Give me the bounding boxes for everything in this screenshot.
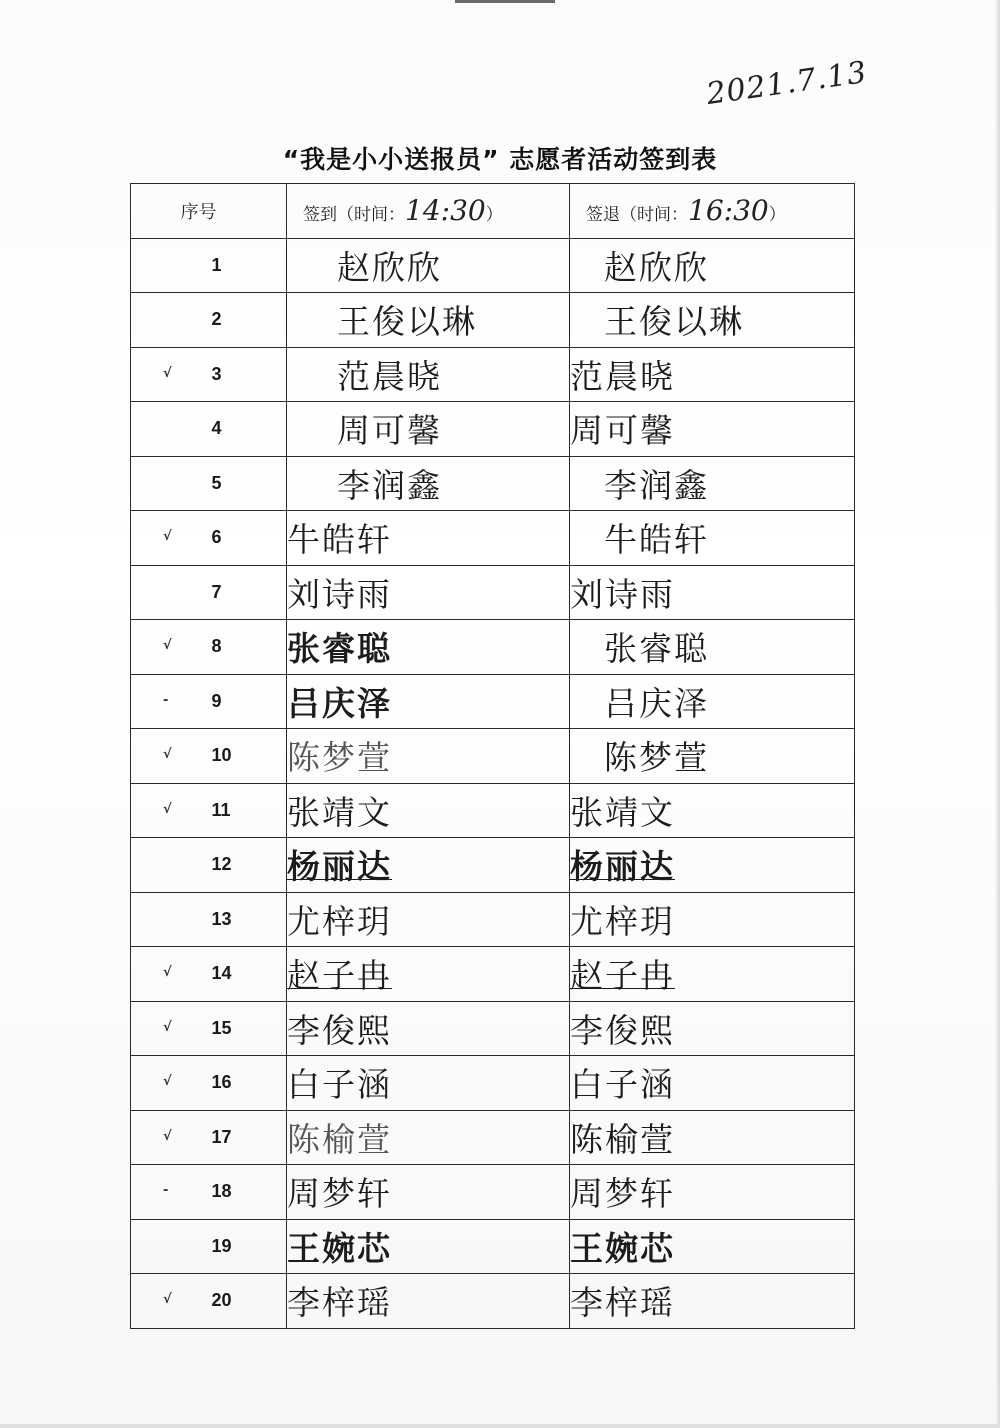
row-number-cell xyxy=(131,838,287,893)
check-mark: √ xyxy=(163,1292,172,1307)
row-number-cell xyxy=(131,347,287,402)
sign-in-signature: 吕庆泽 xyxy=(287,674,570,729)
table-row xyxy=(131,1219,855,1274)
table-row xyxy=(131,1274,855,1329)
sign-in-signature: 白子涵 xyxy=(287,1056,570,1111)
row-number-cell xyxy=(131,947,287,1002)
sign-out-signature: 赵欣欣 xyxy=(570,238,855,293)
row-number: 14 xyxy=(211,963,232,984)
table-row xyxy=(131,347,855,402)
check-mark: - xyxy=(163,1183,169,1198)
header-sign-out-close: ） xyxy=(768,205,786,226)
row-number: 17 xyxy=(211,1126,232,1147)
sign-out-signature: 张靖文 xyxy=(570,783,855,838)
row-number-cell xyxy=(131,674,287,729)
row-number: 4 xyxy=(211,418,222,439)
row-number: 5 xyxy=(211,472,222,493)
sign-in-signature: 尤梓玥 xyxy=(287,892,570,947)
row-number-cell xyxy=(131,238,287,293)
sign-out-signature: 牛皓轩 xyxy=(570,511,855,566)
table-row xyxy=(131,1056,855,1111)
row-number: 2 xyxy=(211,309,222,330)
check-mark: √ xyxy=(163,365,172,381)
sign-in-signature: 张靖文 xyxy=(287,783,570,838)
header-sign-out xyxy=(570,184,855,239)
sign-out-signature: 陈榆萱 xyxy=(570,1110,855,1165)
sign-out-signature: 张睿聪 xyxy=(570,620,855,675)
header-no: 序号 xyxy=(131,184,287,239)
table-row xyxy=(131,838,855,893)
sign-in-signature: 李俊熙 xyxy=(287,1001,570,1056)
sign-out-signature: 周梦轩 xyxy=(570,1165,855,1220)
sign-out-signature: 刘诗雨 xyxy=(570,565,855,620)
sign-out-signature: 赵子冉 xyxy=(570,947,855,1002)
table-row xyxy=(131,1165,855,1220)
table-row xyxy=(131,729,855,784)
row-number: 10 xyxy=(211,745,232,766)
row-number-cell xyxy=(131,565,287,620)
row-number-cell xyxy=(131,293,287,348)
sign-out-signature: 杨丽达 xyxy=(570,838,855,893)
sign-out-signature: 李俊熙 xyxy=(570,1001,855,1056)
check-mark: √ xyxy=(163,1019,172,1035)
sign-in-signature: 周可馨 xyxy=(287,402,570,457)
sign-out-signature: 李梓瑶 xyxy=(570,1274,855,1329)
header-sign-in-close: ） xyxy=(485,205,503,226)
scan-mark xyxy=(455,0,555,3)
table-row xyxy=(131,620,855,675)
table-row xyxy=(131,456,855,511)
table-row xyxy=(131,238,855,293)
header-sign-in-label: 签到（时间： xyxy=(303,205,405,226)
table-header-row xyxy=(131,184,855,239)
check-mark: √ xyxy=(163,1128,172,1144)
sign-out-signature: 范晨晓 xyxy=(570,347,855,402)
row-number-cell xyxy=(131,1001,287,1056)
table-row xyxy=(131,1110,855,1165)
sign-in-signature: 王俊以琳 xyxy=(287,293,570,348)
table-row xyxy=(131,947,855,1002)
header-sign-in xyxy=(287,184,570,239)
sign-in-signature: 刘诗雨 xyxy=(287,565,570,620)
table-row xyxy=(131,674,855,729)
sign-in-signature: 牛皓轩 xyxy=(287,511,570,566)
page-edge-bottom xyxy=(0,1424,1000,1428)
check-mark: √ xyxy=(163,1074,172,1089)
row-number-cell xyxy=(131,1165,287,1220)
sign-out-signature: 尤梓玥 xyxy=(570,892,855,947)
handwritten-date: 2021.7.13 xyxy=(704,54,870,113)
check-mark: √ xyxy=(163,801,172,817)
sign-in-table xyxy=(130,183,855,1329)
sign-out-signature: 吕庆泽 xyxy=(570,674,855,729)
sign-in-signature: 陈榆萱 xyxy=(287,1110,570,1165)
check-mark: √ xyxy=(163,529,172,544)
row-number-cell xyxy=(131,729,287,784)
sign-in-signature: 范晨晓 xyxy=(287,347,570,402)
check-mark: √ xyxy=(163,638,172,653)
row-number: 9 xyxy=(211,690,222,711)
row-number: 16 xyxy=(211,1072,232,1093)
row-number-cell xyxy=(131,456,287,511)
header-sign-out-label: 签退（时间： xyxy=(586,205,688,226)
row-number-cell xyxy=(131,783,287,838)
row-number: 20 xyxy=(211,1290,232,1311)
row-number: 6 xyxy=(211,527,222,548)
row-number: 7 xyxy=(211,581,222,602)
sign-in-signature: 李梓瑶 xyxy=(287,1274,570,1329)
row-number-cell xyxy=(131,511,287,566)
sign-in-signature: 陈梦萱 xyxy=(287,729,570,784)
sign-in-signature: 赵子冉 xyxy=(287,947,570,1002)
sign-out-signature: 王俊以琳 xyxy=(570,293,855,348)
sign-out-signature: 李润鑫 xyxy=(570,456,855,511)
check-mark: - xyxy=(163,692,169,708)
sign-in-signature: 王婉芯 xyxy=(287,1219,570,1274)
header-sign-in-time: 14:30 xyxy=(405,194,486,228)
sign-out-signature: 白子涵 xyxy=(570,1056,855,1111)
row-number: 19 xyxy=(211,1235,232,1256)
sign-in-signature: 赵欣欣 xyxy=(287,238,570,293)
header-sign-out-time: 16:30 xyxy=(688,194,769,228)
table-row xyxy=(131,892,855,947)
form-title: “我是小小送报员” 志愿者活动签到表 xyxy=(282,145,718,174)
table-row xyxy=(131,783,855,838)
sign-in-signature: 李润鑫 xyxy=(287,456,570,511)
check-mark: √ xyxy=(163,965,172,980)
table-row xyxy=(131,1001,855,1056)
sign-out-signature: 陈梦萱 xyxy=(570,729,855,784)
table-row xyxy=(131,511,855,566)
row-number: 11 xyxy=(211,799,231,820)
row-number: 3 xyxy=(211,363,222,384)
row-number: 13 xyxy=(211,908,232,929)
sign-in-signature: 周梦轩 xyxy=(287,1165,570,1220)
row-number: 15 xyxy=(211,1017,232,1038)
sign-out-signature: 王婉芯 xyxy=(570,1219,855,1274)
row-number-cell xyxy=(131,1274,287,1329)
check-mark: √ xyxy=(163,747,172,762)
row-number: 8 xyxy=(211,636,222,657)
table-row xyxy=(131,293,855,348)
sign-out-signature: 周可馨 xyxy=(570,402,855,457)
sign-in-signature: 张睿聪 xyxy=(287,620,570,675)
row-number-cell xyxy=(131,1056,287,1111)
row-number-cell xyxy=(131,1110,287,1165)
row-number: 12 xyxy=(211,854,232,875)
row-number: 18 xyxy=(211,1181,232,1202)
row-number-cell xyxy=(131,402,287,457)
table-row xyxy=(131,402,855,457)
page-edge-right xyxy=(994,0,1000,1428)
sign-in-signature: 杨丽达 xyxy=(287,838,570,893)
row-number-cell xyxy=(131,1219,287,1274)
row-number-cell xyxy=(131,892,287,947)
row-number: 1 xyxy=(211,254,222,275)
table-row xyxy=(131,565,855,620)
row-number-cell xyxy=(131,620,287,675)
table-body xyxy=(131,238,855,1328)
